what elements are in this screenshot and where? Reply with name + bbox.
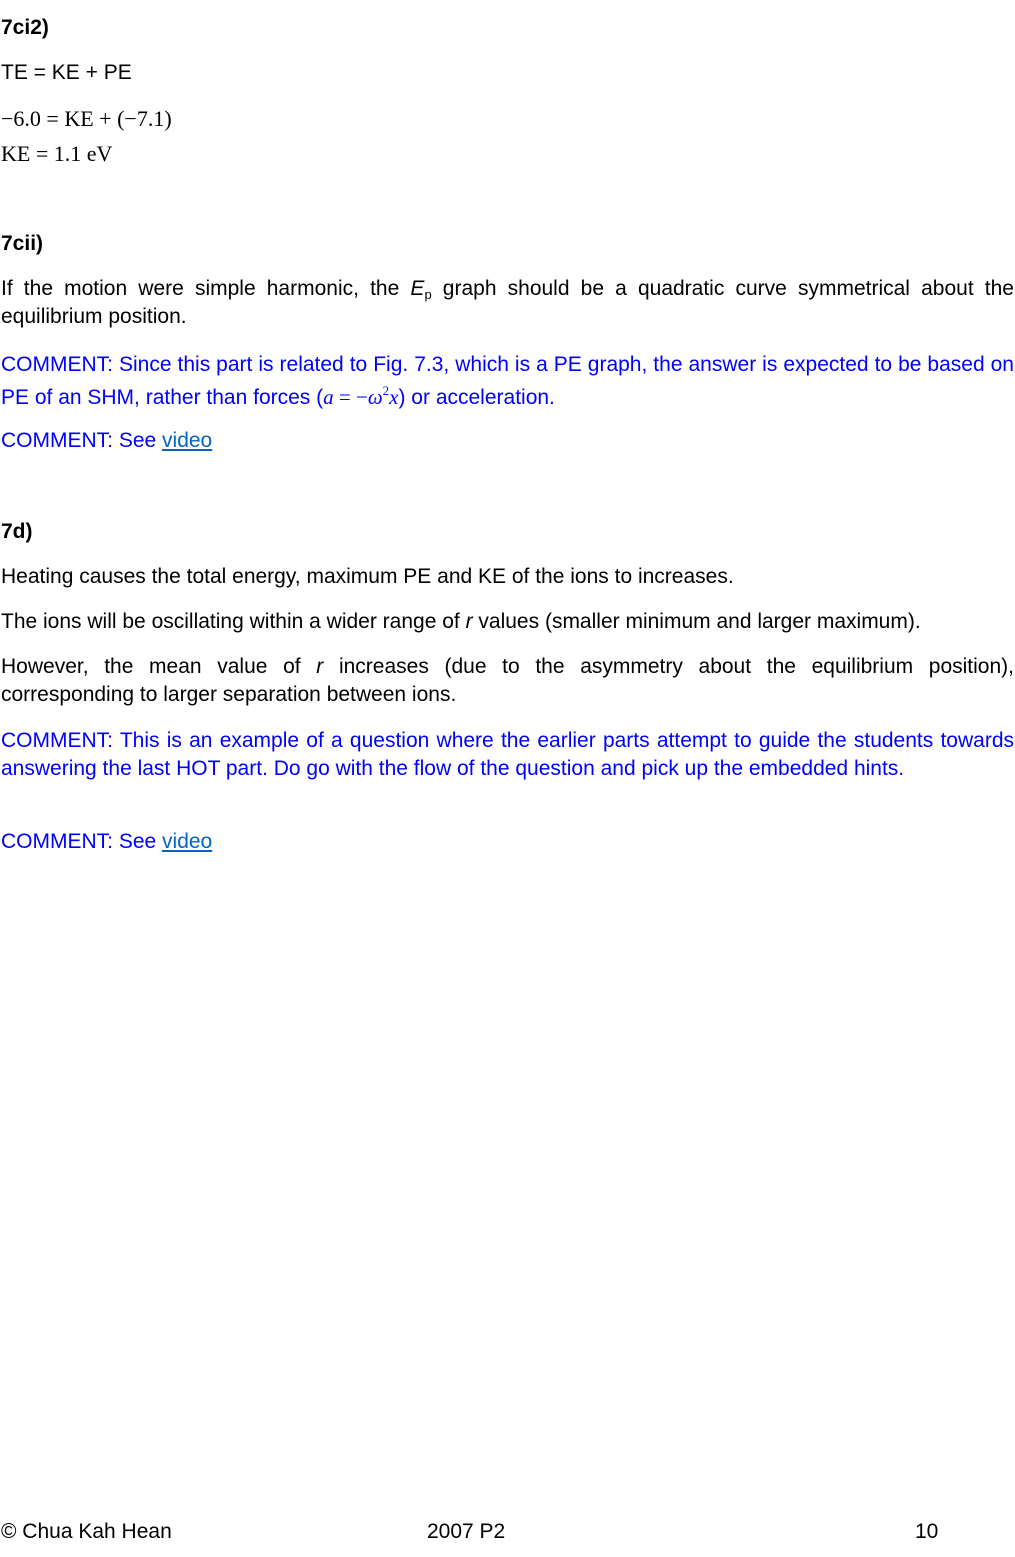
paragraph-heating: Heating causes the total energy, maximum PE and KE of the ions to increases.	[1, 565, 734, 588]
r-symbol-1: r	[465, 610, 473, 633]
comment-pe-text-b: ) or acceleration.	[398, 386, 555, 409]
ep-symbol: E	[410, 277, 425, 300]
range-text-b: values (smaller minimum and larger maximum).	[472, 610, 921, 633]
eq2-equals: =	[35, 141, 49, 166]
heading-7d: 7d)	[1, 520, 33, 543]
formula-x: x	[389, 385, 399, 409]
r-symbol-2: r	[316, 655, 324, 678]
te-equation: TE = KE + PE	[1, 61, 132, 84]
paragraph-mean-value	[1, 653, 1014, 709]
video-link-2[interactable]: video	[162, 830, 213, 853]
ep-subscript: p	[424, 287, 432, 302]
formula-omega: ω	[367, 385, 383, 409]
comment-see-text-1: COMMENT: See	[1, 429, 163, 452]
eq1-equals: =	[46, 106, 59, 131]
footer-page-number: 10	[915, 1520, 939, 1543]
heading-7cii: 7cii)	[1, 232, 44, 255]
video-link-1[interactable]: video	[162, 429, 213, 452]
eq2-rhs: 1.1 eV	[53, 141, 113, 166]
formula-equals-minus: = −	[333, 385, 368, 409]
range-text-a: The ions will be oscillating within a wider range of	[1, 610, 466, 633]
eq2-ke: KE	[1, 141, 31, 166]
eq1-plus: +	[99, 106, 112, 131]
footer-paper: 2007 P2	[427, 1520, 506, 1543]
paragraph-oscillation-range	[1, 608, 1014, 636]
comment-see-video-2	[1, 828, 1014, 856]
heading-7ci2: 7ci2)	[1, 16, 49, 39]
shm-text-a: If the motion were simple harmonic, the	[1, 277, 411, 300]
paragraph-shm	[1, 275, 1014, 331]
comment-pe-text-a: COMMENT: Since this part is related to Fig. 7.3, which is a PE graph, the answer is expected to be based on PE of an SHM, rather than forces (	[1, 353, 1014, 409]
footer-copyright: © Chua Kah Hean	[1, 1520, 172, 1543]
eq1-rhs: (−7.1)	[117, 106, 172, 131]
eq1-ke: KE	[64, 106, 94, 131]
equation-line-2	[1, 140, 1014, 168]
comment-see-video-1	[1, 427, 1014, 455]
mean-text-b: increases (due to the asymmetry about the equilibrium position), corresponding to larger separation between ions.	[1, 655, 1014, 706]
eq1-lhs: −6.0	[1, 106, 41, 131]
comment-pe-graph	[1, 349, 1014, 414]
mean-text-a: However, the mean value of	[1, 655, 317, 678]
comment-see-text-2: COMMENT: See	[1, 830, 163, 853]
equation-line-1	[1, 105, 1014, 133]
formula-squared: 2	[382, 383, 390, 398]
comment-hot-part: COMMENT: This is an example of a question where the earlier parts attempt to guide the students towards answering the last HOT part. Do go with the flow of the question and pick up the embedded hints.	[1, 729, 1014, 780]
shm-text-b: graph should be a quadratic curve symmetrical about the equilibrium position.	[1, 277, 1014, 328]
formula-a: a	[323, 385, 334, 409]
